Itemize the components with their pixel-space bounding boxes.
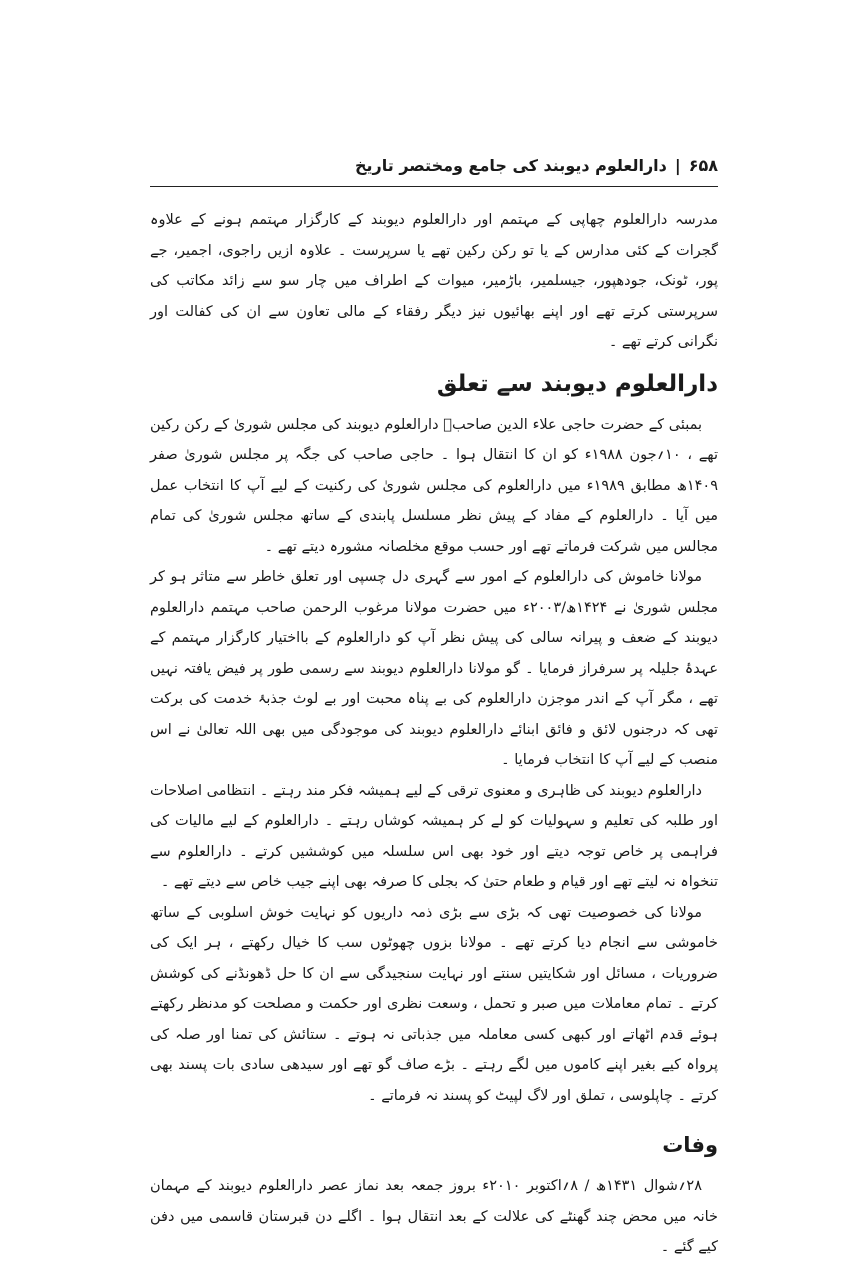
page-number: ۶۵۸	[688, 155, 718, 175]
running-header	[150, 150, 718, 180]
book-title: دارالعلوم دیوبند کی جامع ومختصر تاریخ	[354, 155, 667, 175]
paragraph: مولانا کی خصوصیت تھی کہ بڑی سے بڑی ذمہ داریوں کو نہایت خوش اسلوبی کے ساتھ خاموشی سے انجام دیا کرتے تھے ۔ مولانا بزوں چھوٹوں سب کا خیال رکھتے ، ہر ایک کی ضروریات ، مسائل اور شکایتیں سنتے اور نہایت سنجیدگی سے ان کا حل ڈھونڈنے کی کوشش کرتے ۔ تمام معاملات میں صبر و تحمل ، وسعت نظری اور حکمت و مصلحت کو مدنظر رکھتے ہوئے قدم اٹھاتے اور کبھی کسی معاملہ میں جذباتی نہ ہوتے ۔ ستائش کی تمنا اور صلہ کی پرواہ کیے بغیر اپنے کاموں میں لگے رہتے ۔ بڑے صاف گو تھے اور سیدھی سادی بات پسند بھی کرتے ۔ چاپلوسی ، تملق اور لاگ لپیٹ کو پسند نہ فرماتے ۔	[150, 904, 718, 1104]
header-rule	[150, 186, 718, 187]
section-heading-deoband-relation: دارالعلوم دیوبند سے تعلق	[436, 370, 718, 397]
page-content	[150, 205, 718, 1263]
paragraph: دارالعلوم دیوبند کی ظاہری و معنوی ترقی کے لیے ہمیشہ فکر مند رہتے ۔ انتظامی اصلاحات اور طلبہ کی تعلیم و سہولیات کو لے کر ہمیشہ کوشاں رہتے ۔ دارالعلوم کے لیے مالیات کی فراہمی پر خاص توجہ دیتے اور خود بھی اس سلسلہ میں کوششیں کرتے ۔ دارالعلوم سے تنخواہ نہ لیتے تھے اور قیام و طعام حتیٰ کہ بجلی کا صرفہ بھی اپنے جیب خاص سے دیتے تھے ۔	[150, 782, 718, 890]
death-paragraph: ۲۸؍شوال ۱۴۳۱ھ / ۸؍اکتوبر ۲۰۱۰ء بروز جمعہ بعد نماز عصر دارالعلوم دیوبند کے مہمان خانہ میں محض چند گھنٹے کی علالت کے بعد انتقال ہوا ۔ اگلے دن قبرستان قاسمی میں دفن کیے گئے ۔	[150, 1178, 718, 1255]
paragraph: مولانا خاموش کی دارالعلوم کے امور سے گہری دل چسپی اور تعلق خاطر سے متاثر ہو کر مجلس شوریٰ نے ۱۴۲۴ھ/۲۰۰۳ء میں حضرت مولانا مرغوب الرحمن صاحب مہتمم دارالعلوم دیوبند کے ضعف و پیرانہ سالی کی پیش نظر آپ کو دارالعلوم کے بااختیار کارگزار مہتمم کے عہدۂ جلیلہ پر سرفراز فرمایا ۔ گو مولانا دارالعلوم دیوبند سے رسمی طور پر فیض یافتہ نہیں تھے ، مگر آپ کے اندر موجزن دارالعلوم کی بے پناہ محبت اور بے لوث جذبۂ خدمت کی برکت تھی کہ درجنوں لائق و فائق ابنائے دارالعلوم دیوبند کی موجودگی میں بھی اللہ تعالیٰ نے اس منصب کے لیے آپ کا انتخاب فرمایا ۔	[150, 569, 719, 768]
paragraph: بمبئی کے حضرت حاجی علاء الدین صاحبؒ دارالعلوم دیوبند کی مجلس شوریٰ کے رکن رکین تھے ، ۱۰؍جون ۱۹۸۸ء کو ان کا انتقال ہوا ۔ حاجی صاحب کی جگہ پر مجلس شوریٰ صفر ۱۴۰۹ھ مطابق ۱۹۸۹ء میں دارالعلوم کی مجلس شوریٰ کی رکنیت کے لیے آپ کا انتخاب عمل میں آیا ۔ دارالعلوم کے مفاد کے پیش نظر مسلسل پابندی کے ساتھ مجلس شوریٰ کی تمام مجالس میں شرکت فرماتے تھے اور حسب موقع مخلصانہ مشورہ دیتے تھے ۔	[150, 416, 718, 555]
section-heading-death: وفات	[662, 1133, 718, 1157]
header-separator: |	[674, 155, 681, 175]
intro-paragraph: مدرسہ دارالعلوم چھاپی کے مہتمم اور دارالعلوم دیوبند کے کارگزار مہتمم ہونے کے علاوہ گجرات کے کئی مدارس کے یا تو رکن رکین تھے یا سرپرست ۔ علاوہ ازیں راجوی، اجمیر، جے پور، ٹونک، جودھپور، جیسلمیر، باڑمیر، میوات کے اطراف میں چار سو سے زائد مکاتب کی سرپرستی کرتے تھے اور اپنے بھائیوں نیز دیگر رفقاء کے مالی تعاون سے ان کی کفالت اور نگرانی کرتے تھے ۔	[150, 212, 718, 350]
